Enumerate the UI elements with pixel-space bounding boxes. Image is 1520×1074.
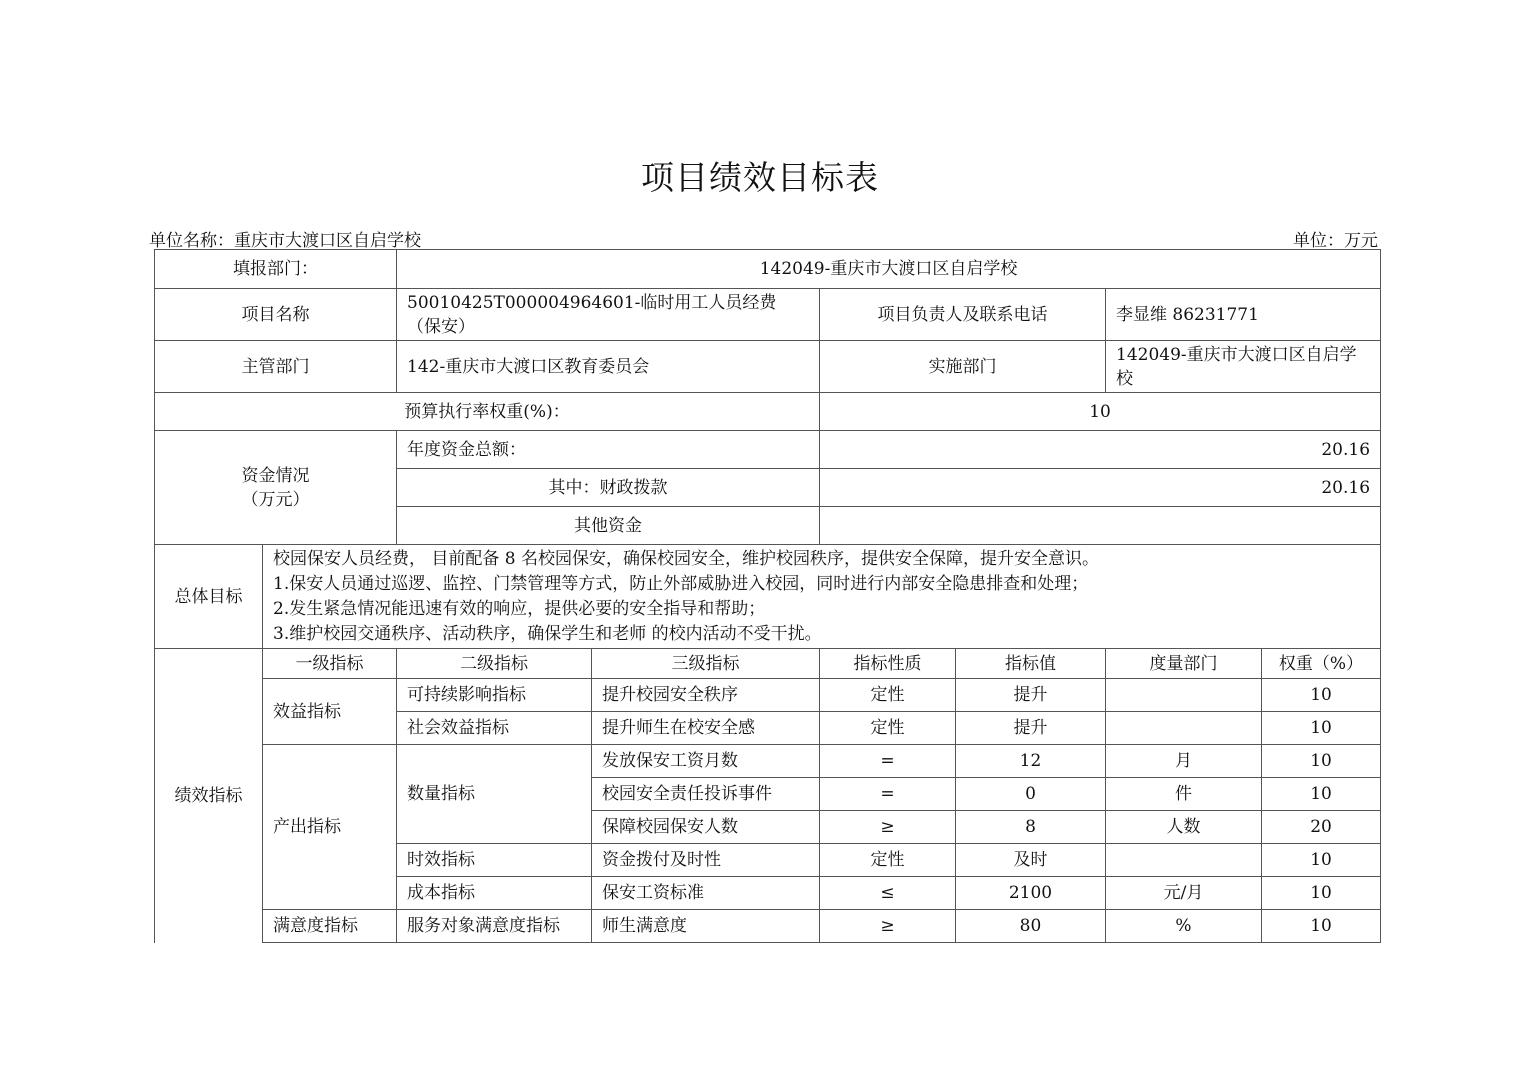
level3-cell: 提升校园安全秩序 — [592, 679, 820, 712]
impl-dept-value: 142049-重庆市大渡口区自启学校 — [1106, 341, 1381, 393]
indicator-row — [155, 910, 1381, 943]
header-unit: 度量部门 — [1106, 649, 1262, 679]
unit-label: 单位：万元 — [1293, 231, 1378, 251]
weight-cell: 10 — [1262, 712, 1381, 745]
weight-cell: 10 — [1262, 778, 1381, 811]
owner-value: 李显维 86231771 — [1106, 289, 1381, 341]
level2-social: 社会效益指标 — [397, 712, 592, 745]
nature-cell: 定性 — [820, 844, 956, 877]
indicator-row — [155, 745, 1381, 778]
value-cell: 80 — [956, 910, 1106, 943]
unit-cell — [1106, 679, 1262, 712]
weight-cell: 10 — [1262, 910, 1381, 943]
level2-sustain: 可持续影响指标 — [397, 679, 592, 712]
budget-weight-value: 10 — [820, 393, 1381, 431]
fiscal-value: 20.16 — [820, 469, 1381, 507]
budget-weight-row — [155, 393, 1381, 431]
header-level2: 二级指标 — [397, 649, 592, 679]
unit-cell: 件 — [1106, 778, 1262, 811]
unit-cell: 人数 — [1106, 811, 1262, 844]
fill-dept-value: 142049-重庆市大渡口区自启学校 — [397, 250, 1381, 289]
project-name-row — [155, 289, 1381, 341]
level1-satisfaction: 满意度指标 — [263, 910, 397, 943]
unit-cell: 月 — [1106, 745, 1262, 778]
supervisor-value: 142-重庆市大渡口区教育委员会 — [397, 341, 820, 393]
value-cell: 8 — [956, 811, 1106, 844]
fill-dept-row — [155, 250, 1381, 289]
value-cell: 提升 — [956, 712, 1106, 745]
nature-cell: ≥ — [820, 910, 956, 943]
level1-benefit: 效益指标 — [263, 679, 397, 745]
performance-target-table — [154, 249, 1381, 943]
level3-cell: 提升师生在校安全感 — [592, 712, 820, 745]
indicator-header-row — [155, 649, 1381, 679]
unit-cell — [1106, 844, 1262, 877]
level2-service: 服务对象满意度指标 — [397, 910, 592, 943]
goal-line: 3.维护校园交通秩序、活动秩序，确保学生和老师 的校内活动不受干扰。 — [273, 623, 822, 644]
level3-cell: 资金拨付及时性 — [592, 844, 820, 877]
value-cell: 提升 — [956, 679, 1106, 712]
nature-cell: ≤ — [820, 877, 956, 910]
nature-cell: = — [820, 778, 956, 811]
level3-cell: 师生满意度 — [592, 910, 820, 943]
annual-total-value: 20.16 — [820, 431, 1381, 469]
value-cell: 及时 — [956, 844, 1106, 877]
level3-cell: 保安工资标准 — [592, 877, 820, 910]
weight-cell: 10 — [1262, 844, 1381, 877]
header-level1: 一级指标 — [263, 649, 397, 679]
budget-weight-label: 预算执行率权重(%)： — [155, 393, 820, 431]
level3-cell: 校园安全责任投诉事件 — [592, 778, 820, 811]
nature-cell: = — [820, 745, 956, 778]
page-title: 项目绩效目标表 — [641, 158, 879, 197]
unit-name: 单位名称：重庆市大渡口区自启学校 — [149, 231, 421, 251]
supervisor-row — [155, 341, 1381, 393]
annual-total-label: 年度资金总额： — [397, 431, 820, 469]
level1-output: 产出指标 — [263, 745, 397, 910]
unit-cell: % — [1106, 910, 1262, 943]
performance-label: 绩效指标 — [155, 649, 263, 943]
header-weight: 权重（%） — [1262, 649, 1381, 679]
funds-label-line2: （万元） — [241, 489, 310, 510]
value-cell: 2100 — [956, 877, 1106, 910]
supervisor-label: 主管部门 — [155, 341, 397, 393]
unit-cell: 元/月 — [1106, 877, 1262, 910]
overall-goal-label: 总体目标 — [155, 545, 263, 649]
project-name-value: 50010425T000004964601-临时用工人员经费（保安） — [397, 289, 820, 341]
indicator-row — [155, 679, 1381, 712]
header-nature: 指标性质 — [820, 649, 956, 679]
weight-cell: 10 — [1262, 877, 1381, 910]
goal-line: 1.保安人员通过巡逻、监控、门禁管理等方式，防止外部威胁进入校园，同时进行内部安全隐患排查和处理； — [273, 573, 1089, 594]
impl-dept-label: 实施部门 — [820, 341, 1106, 393]
level3-cell: 发放保安工资月数 — [592, 745, 820, 778]
weight-cell: 10 — [1262, 679, 1381, 712]
funds-label — [155, 431, 397, 545]
goal-line: 校园保安人员经费， 目前配备 8 名校园保安，确保校园安全，维护校园秩序，提供安全保障，提升安全意识。 — [273, 548, 1100, 569]
unit-cell — [1106, 712, 1262, 745]
value-cell: 12 — [956, 745, 1106, 778]
funds-label-line1: 资金情况 — [241, 465, 310, 486]
nature-cell: 定性 — [820, 712, 956, 745]
value-cell: 0 — [956, 778, 1106, 811]
header-level3: 三级指标 — [592, 649, 820, 679]
weight-cell: 20 — [1262, 811, 1381, 844]
fill-dept-label: 填报部门： — [155, 250, 397, 289]
owner-label: 项目负责人及联系电话 — [820, 289, 1106, 341]
overall-goal-row — [155, 545, 1381, 649]
other-funds-value — [820, 507, 1381, 545]
other-funds-label: 其他资金 — [397, 507, 820, 545]
level3-cell: 保障校园保安人数 — [592, 811, 820, 844]
level2-timely: 时效指标 — [397, 844, 592, 877]
level2-quantity: 数量指标 — [397, 745, 592, 844]
level2-cost: 成本指标 — [397, 877, 592, 910]
overall-goal-text — [263, 545, 1381, 649]
weight-cell: 10 — [1262, 745, 1381, 778]
fiscal-label: 其中：财政拨款 — [397, 469, 820, 507]
annual-funds-row — [155, 431, 1381, 469]
header-value: 指标值 — [956, 649, 1106, 679]
nature-cell: ≥ — [820, 811, 956, 844]
nature-cell: 定性 — [820, 679, 956, 712]
goal-line: 2.发生紧急情况能迅速有效的响应，提供必要的安全指导和帮助； — [273, 598, 766, 619]
project-name-label: 项目名称 — [155, 289, 397, 341]
